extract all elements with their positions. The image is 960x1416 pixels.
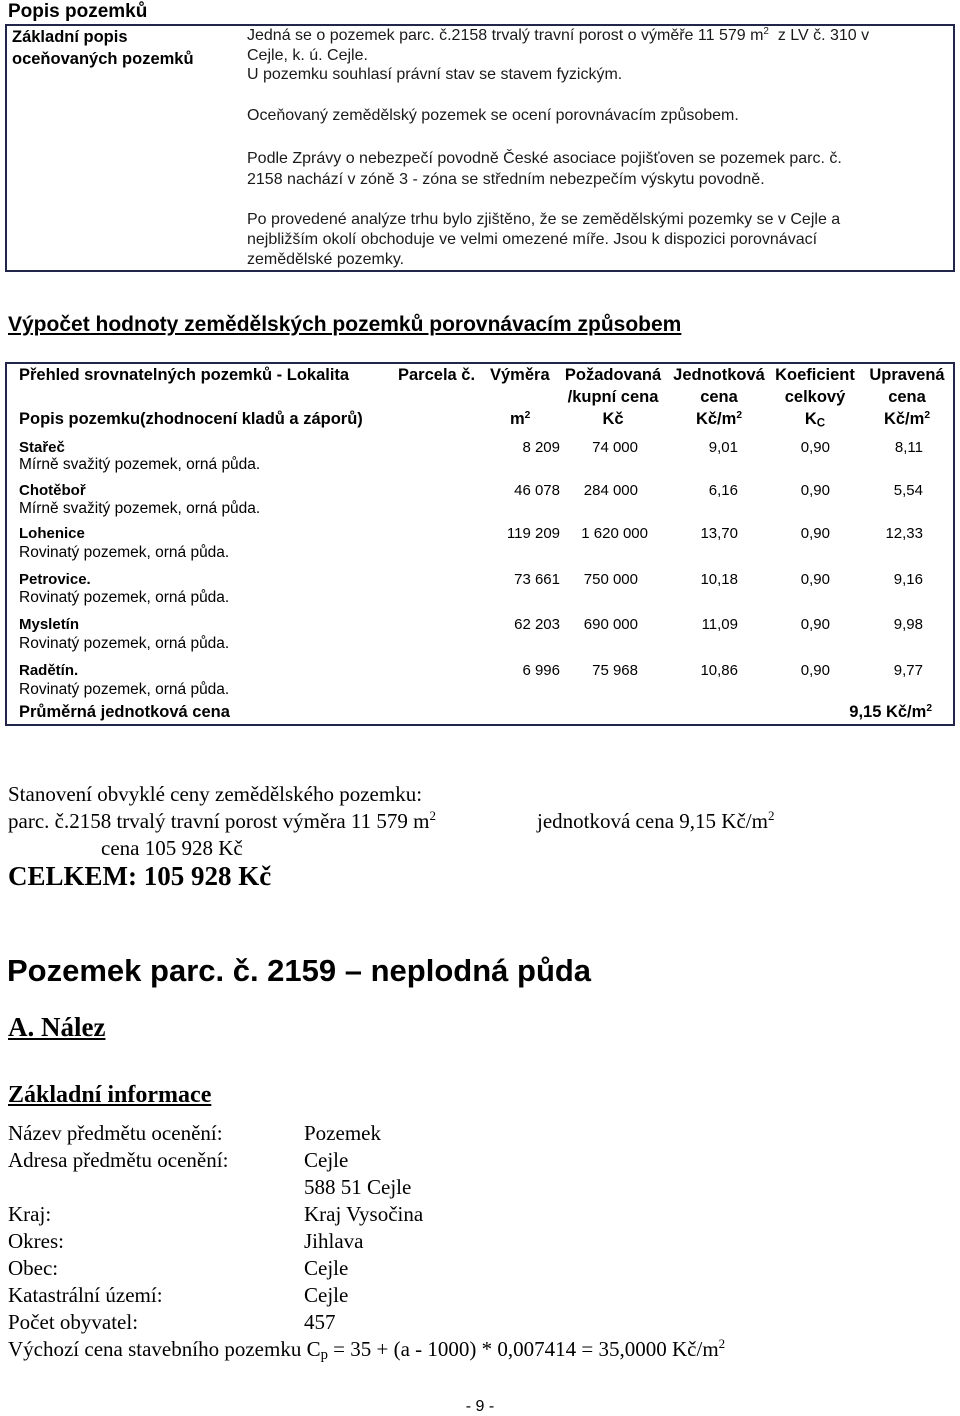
header-pozadovana: Kč [602, 410, 624, 428]
info-value: 457 [304, 1310, 336, 1334]
row-vymera: 8 209 [522, 439, 560, 456]
header-upravena: $Kč/m^2$ [883, 409, 931, 428]
info-value: Jihlava [304, 1229, 364, 1253]
description-line: Po provedené analýze trhu bylo zjištěno, že se zemědělskými pozemky se v Cejle a [247, 211, 841, 228]
row-upravena: 5,54 [893, 482, 923, 499]
row-cena: 1 620 000 [581, 525, 648, 542]
average-value: 9,15 $Kč/m^2$ [849, 702, 932, 721]
row-koeficient: 0,90 [800, 482, 830, 499]
row-vymera: 119 209 [506, 525, 560, 542]
stanoveni-parcel: parc. č.2158 trvalý travní porost výměra 11 579 $m^2$ [8, 808, 436, 833]
header-parcela: Parcela č. [398, 366, 476, 384]
info-value: Cejle [304, 1283, 349, 1307]
header-vymera: Výměra [490, 366, 550, 384]
row-jednotkova: 10,86 [700, 662, 738, 679]
description-line: nejbližším okolí obchoduje ve velmi omezené míře. Jsou k dispozici porovnávací [247, 231, 818, 248]
header-koeficient: celkový [784, 388, 846, 406]
description-line: Jedná se o pozemek parc. č.2158 trvalý travní porost o výměře 11 579 $m^2$ z LV č. 310 v [247, 26, 870, 44]
nalez-heading: A. Nález [8, 1012, 106, 1042]
info-value: Kraj Vysočina [304, 1202, 424, 1226]
page-number: - 9 - [465, 1398, 495, 1415]
description-line: 2158 nachází v zóně 3 - zóna se středním nebezpečím výskytu povodně. [247, 171, 765, 188]
header-prehled: Přehled srovnatelných pozemků - Lokalita [19, 366, 350, 384]
row-cena: 75 968 [592, 662, 638, 679]
header-jednotkova: cena [700, 388, 738, 406]
stanoveni-cena: cena 105 928 Kč [101, 836, 243, 860]
basic-info-heading: Základní informace [8, 1082, 212, 1108]
stanoveni-title: Stanovení obvyklé ceny zemědělského pozemku: [8, 782, 423, 806]
row-vymera: 6 996 [522, 662, 560, 679]
row-upravena: 12,33 [885, 525, 923, 542]
info-label: Okres: [8, 1229, 64, 1253]
header-upravena: cena [888, 388, 926, 406]
parcel-title: Pozemek parc. č. 2159 – neplodná půda [7, 953, 592, 988]
info-value: 588 51 Cejle [304, 1175, 412, 1199]
header-popis: Popis pozemku(zhodnocení kladů a záporů) [19, 410, 363, 428]
row-lokalita: Lohenice [19, 525, 85, 542]
row-cena: 284 000 [583, 482, 638, 499]
header-upravena: Upravená [869, 366, 945, 384]
row-upravena: 9,16 [893, 571, 923, 588]
header-jednotkova: $Kč/m^2$ [695, 409, 743, 428]
info-label: Název předmětu ocenění: [8, 1121, 223, 1145]
description-label-line1: Základní popis [12, 28, 128, 46]
row-jednotkova: 13,70 [700, 525, 738, 542]
row-koeficient: 0,90 [800, 571, 830, 588]
starting-price-formula: Výchozí cena stavebního pozemku $C_p = 35 + (a - 1000) * 0,007414 = 35,0000$ $Kč/m^2$ [8, 1336, 726, 1363]
info-label: Počet obyvatel: [8, 1310, 139, 1334]
row-koeficient: 0,90 [800, 662, 830, 679]
description-line: U pozemku souhlasí právní stav se stavem fyzickým. [247, 66, 623, 83]
row-popis: Mírně svažitý pozemek, orná půda. [19, 500, 261, 517]
row-lokalita: Petrovice. [19, 571, 91, 588]
row-vymera: 73 661 [514, 571, 560, 588]
row-jednotkova: 9,01 [708, 439, 738, 456]
header-pozadovana: /kupní cena [567, 388, 659, 406]
row-lokalita: Radětín. [19, 662, 79, 679]
info-label: Kraj: [8, 1202, 52, 1226]
row-jednotkova: 6,16 [708, 482, 738, 499]
row-vymera: 46 078 [514, 482, 560, 499]
row-popis: Rovinatý pozemek, orná půda. [19, 681, 230, 698]
row-upravena: 9,77 [893, 662, 923, 679]
row-jednotkova: 10,18 [700, 571, 738, 588]
row-jednotkova: 11,09 [701, 616, 738, 633]
header-jednotkova: Jednotková [673, 366, 765, 384]
info-label: Adresa předmětu ocenění: [8, 1148, 229, 1172]
row-popis: Mírně svažitý pozemek, orná půda. [19, 456, 261, 473]
row-vymera: 62 203 [514, 616, 560, 633]
row-cena: 74 000 [592, 439, 638, 456]
description-line: zemědělské pozemky. [247, 251, 405, 268]
row-lokalita: Stařeč [19, 439, 65, 456]
info-value: Cejle [304, 1256, 349, 1280]
header-vymera-unit: $m^2$ [510, 409, 531, 428]
average-label: Průměrná jednotková cena [19, 703, 230, 721]
row-upravena: 8,11 [894, 439, 923, 456]
description-line: Podle Zprávy o nebezpečí povodně České asociace pojišťoven se pozemek parc. č. [247, 150, 842, 167]
info-value: Cejle [304, 1148, 349, 1172]
header-koeficient: $K_C$ [804, 410, 826, 430]
row-popis: Rovinatý pozemek, orná půda. [19, 635, 230, 652]
row-koeficient: 0,90 [800, 439, 830, 456]
row-cena: 750 000 [583, 571, 638, 588]
row-cena: 690 000 [583, 616, 638, 633]
calculation-title: Výpočet hodnoty zemědělských pozemků porovnávacím způsobem [8, 313, 682, 336]
row-koeficient: 0,90 [800, 616, 830, 633]
row-popis: Rovinatý pozemek, orná půda. [19, 544, 230, 561]
section-heading: Popis pozemků [8, 1, 148, 22]
description-line: Cejle, k. ú. Cejle. [247, 47, 368, 64]
row-koeficient: 0,90 [800, 525, 830, 542]
row-lokalita: Chotěboř [19, 482, 86, 499]
stanoveni-celkem: CELKEM: 105 928 Kč [8, 861, 272, 891]
description-label-line2: oceňovaných pozemků [12, 50, 194, 68]
stanoveni-unit-price: jednotková cena 9,15 $Kč/m^2$ [537, 808, 775, 833]
info-value: Pozemek [304, 1121, 381, 1145]
description-line: Oceňovaný zemědělský pozemek se ocení porovnávacím způsobem. [247, 107, 739, 124]
row-upravena: 9,98 [893, 616, 923, 633]
row-lokalita: Mysletín [19, 616, 80, 633]
header-pozadovana: Požadovaná [564, 366, 662, 384]
info-label: Katastrální území: [8, 1283, 163, 1307]
row-popis: Rovinatý pozemek, orná půda. [19, 589, 230, 606]
header-koeficient: Koeficient [775, 366, 855, 384]
info-label: Obec: [8, 1256, 59, 1280]
